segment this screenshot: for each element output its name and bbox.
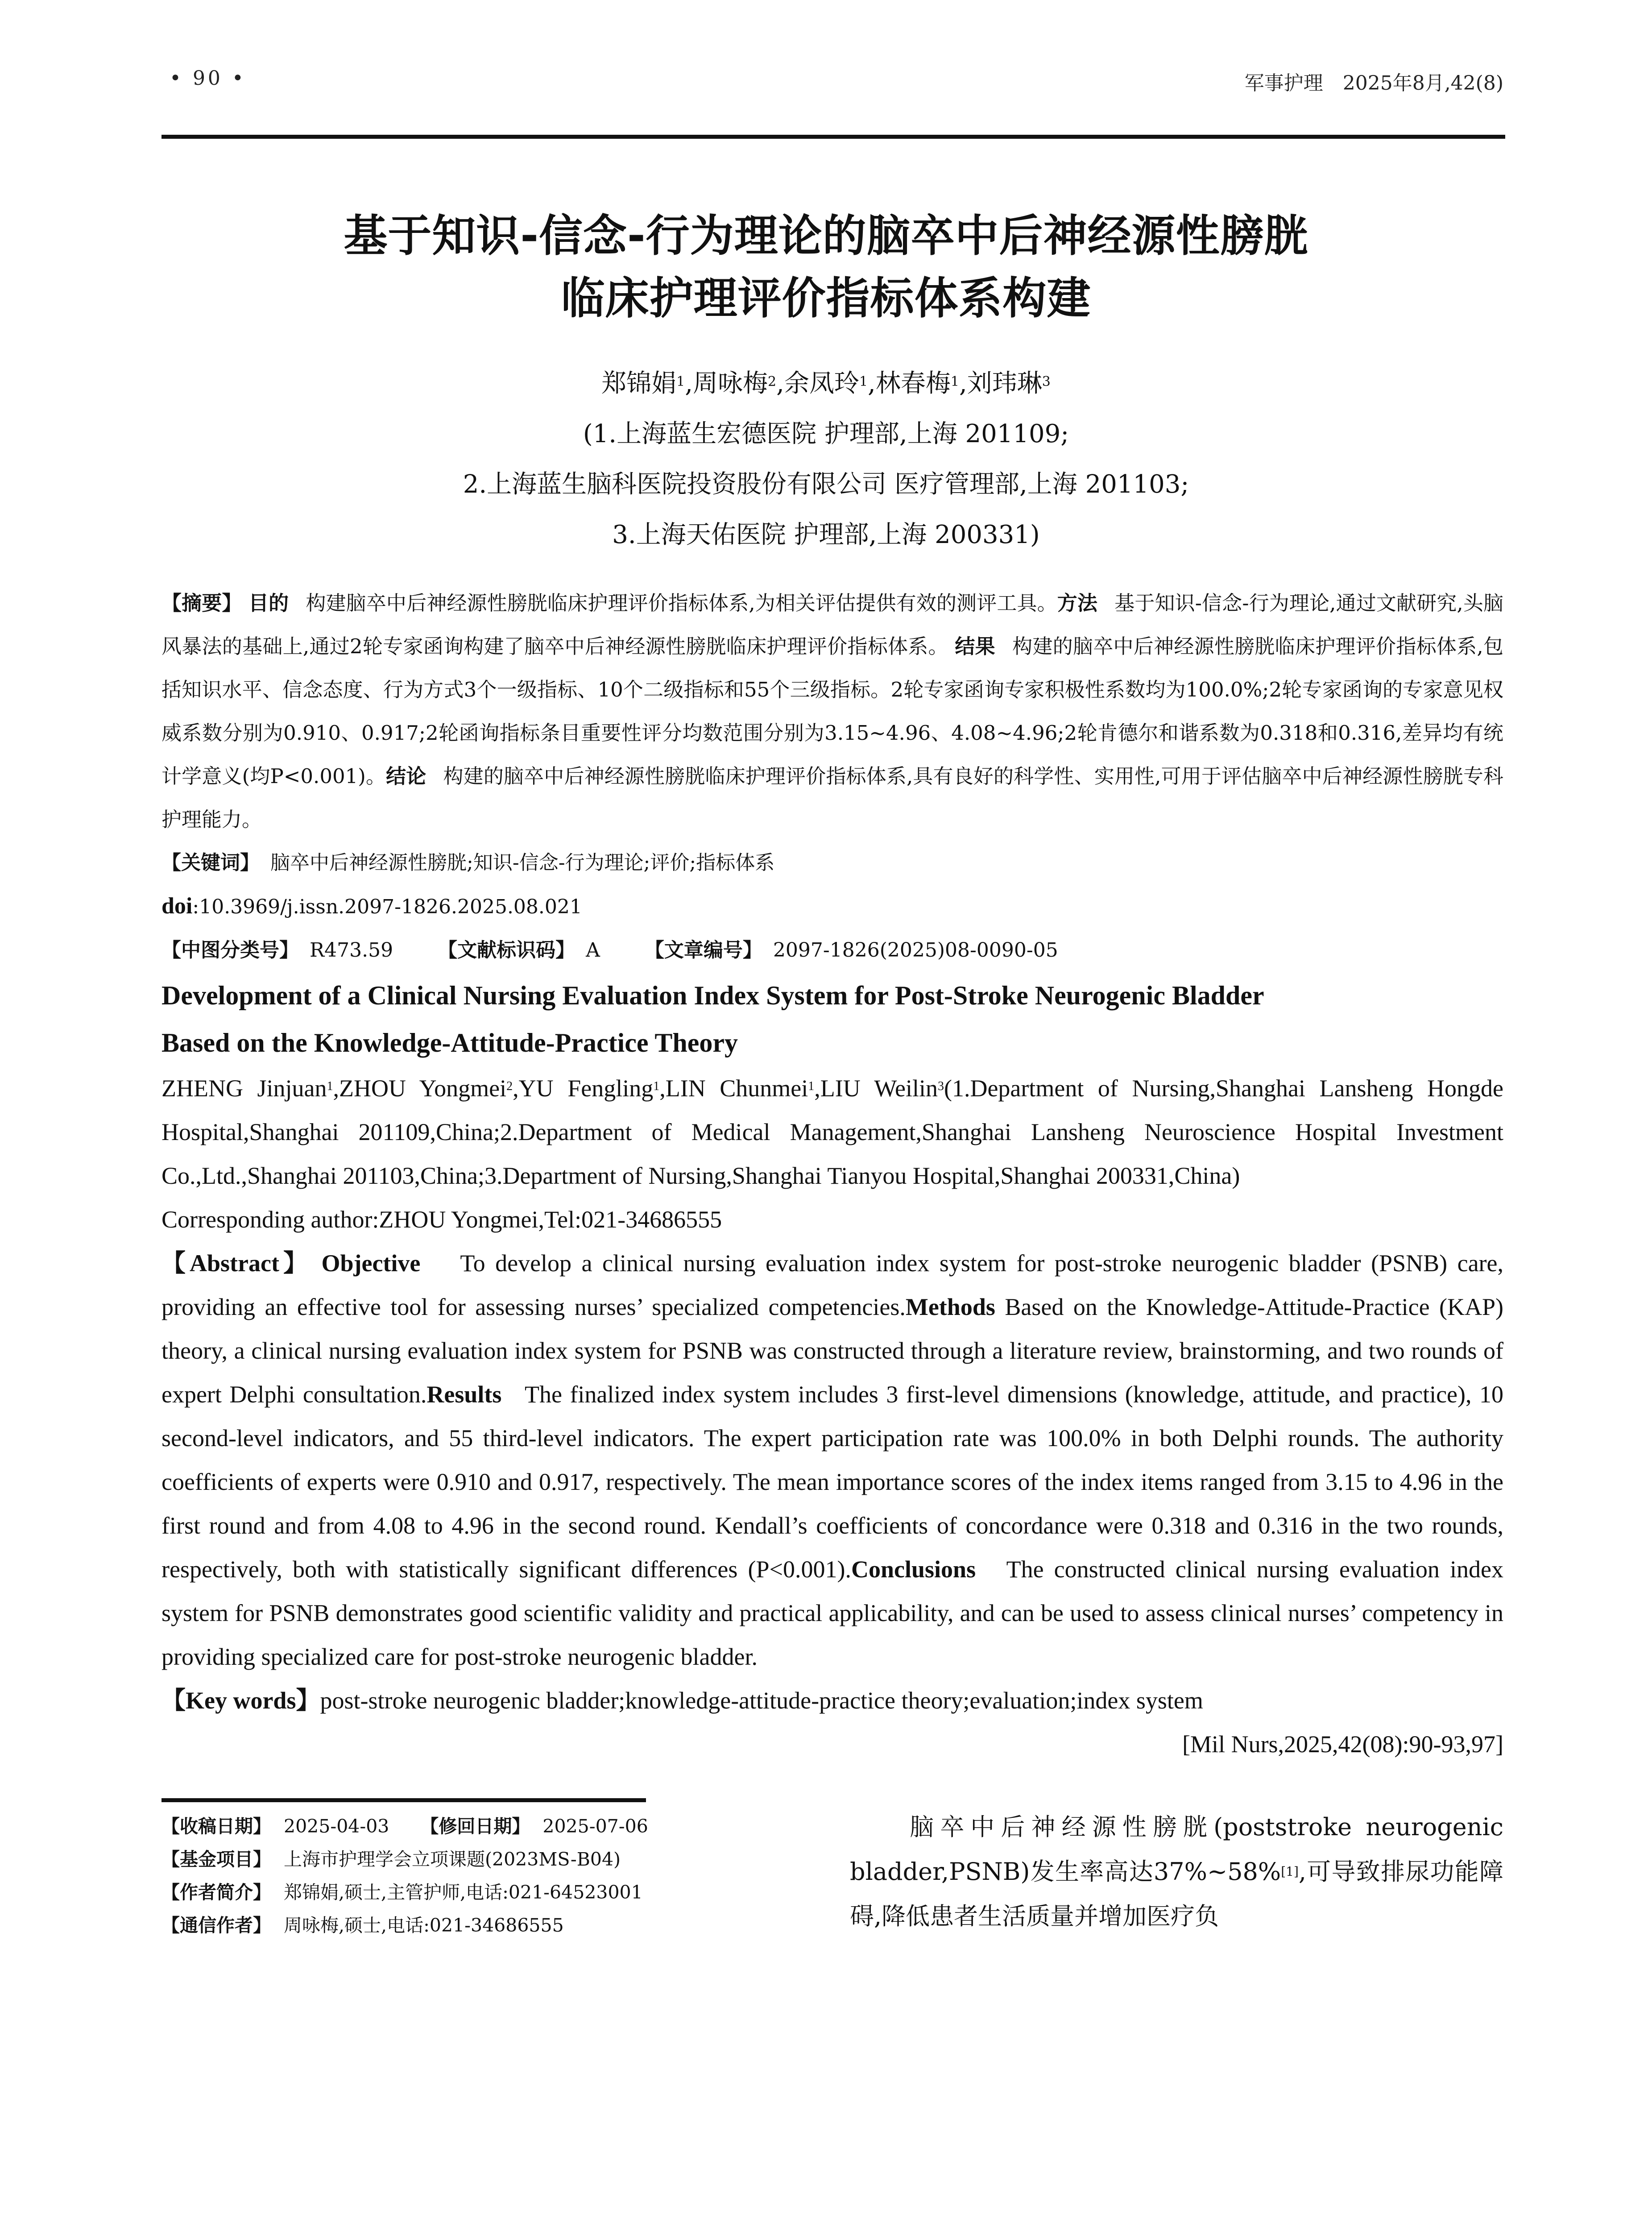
fund-label: 【基金项目】: [161, 1849, 271, 1870]
affiliation-3: 3.上海天佑医院 护理部,上海 200331): [612, 520, 1040, 549]
affiliation-2: 2.上海蓝生脑科医院投资股份有限公司 医疗管理部,上海 201103;: [463, 470, 1189, 499]
keywords-label: 【关键词】: [161, 851, 260, 874]
objective-en-text: To develop a clinical nursing evaluation index system for post-stroke neurogenic bladder (PSNB) care, providing an effective tool for assessing nurses’ specialized competencies.: [161, 1250, 1504, 1320]
citation: [Mil Nurs,2025,42(08):90-93,97]: [1182, 1731, 1503, 1758]
author-en: LIU Weilin$^3$: [820, 1075, 944, 1102]
results-text: 构建的脑卒中后神经源性膀胱临床护理评价指标体系,包括知识水平、信念态度、行为方式3个一级指标、10个二级指标和55个三级指标。2轮专家函询专家积极性系数均为100.0%;2轮专家函询的专家意见权威系数分别为0.910、0.917;2轮函询指标条目重要性评分均数范围分别为3.15~4.96、4.08~4.96;2轮肯德尔和谐系数为0.318和0.316,差异均有统计学意义(均P<0.001)。: [161, 634, 1503, 788]
conclusion-text: 构建的脑卒中后神经源性膀胱临床护理评价指标体系,具有良好的科学性、实用性,可用于评估脑卒中后神经源性膀胱专科护理能力。: [161, 764, 1503, 831]
revised-label: 【修回日期】: [420, 1816, 530, 1837]
clc-label: 【中图分类号】: [161, 939, 299, 962]
journal-running-header: 军事护理 2025年8月,42(8): [1244, 72, 1503, 95]
author: 郑锦娟$^1$: [601, 369, 685, 398]
english-title-line-2: Based on the Knowledge-Attitude-Practice Theory: [161, 1028, 738, 1057]
conclusion-label: 结论: [386, 764, 426, 788]
results-label: 结果: [955, 634, 995, 658]
doc-code-label: 【文献标识码】: [438, 939, 576, 962]
received-date: 2025-04-03: [284, 1816, 389, 1837]
author-bio-label: 【作者简介】: [161, 1882, 271, 1903]
corresponding-line: [161, 1909, 822, 1942]
abstract-en: [161, 1241, 1503, 1722]
intro-text: 脑卒中后神经源性膀胱(poststroke neurogenic bladder,PSNB)发生率高达37%~58%: [850, 1813, 1503, 1886]
keywords-en-label: 【Key words】: [161, 1687, 320, 1714]
author: 林春梅$^1$: [875, 369, 959, 398]
author-en: ZHOU Yongmei$^2$: [339, 1075, 513, 1102]
english-authors-affiliations: ZHENG Jinjuan$^1$,ZHOU Yongmei$^2$,YU Fengling$^1$,LIN Chunmei$^1$,LIU Weilin$^3$(1.Department of Nursing,Shanghai Lansheng Hongde Hospital,Shanghai 201109,China;2.Department of Medical Management,Shanghai Lansheng Neuroscience Hospital Investment Co.,Ltd.,Shanghai 201103,China;3.Department of Nursing,Shanghai Tianyou Hospital,Shanghai 200331,China) Corresponding author:ZHOU Yongmei,Tel:021-34686555: [161, 1066, 1503, 1241]
author: 周咏梅$^2$: [693, 369, 777, 398]
body-intro-paragraph: [850, 1802, 1503, 1957]
author: 刘玮琳$^3$: [967, 369, 1051, 398]
corresponding-label: 【通信作者】: [161, 1915, 271, 1936]
english-title: [161, 972, 1503, 1066]
doi-value[interactable]: :10.3969/j.issn.2097-1826.2025.08.021: [192, 896, 582, 918]
article-no-label: 【文章编号】: [644, 939, 762, 962]
methods-en-label: Methods: [905, 1294, 995, 1320]
objective-label: 目的: [248, 591, 289, 615]
author-en: YU Fengling$^1$: [518, 1075, 660, 1102]
author: 余凤玲$^1$: [784, 369, 868, 398]
results-en-label: Results: [426, 1381, 502, 1408]
author-en: ZHENG Jinjuan$^1$: [161, 1075, 333, 1102]
corresponding-author-en: Corresponding author:ZHOU Yongmei,Tel:021-34686555: [161, 1206, 722, 1233]
fund-value: 上海市护理学会立项课题(2023MS-B04): [284, 1849, 621, 1870]
running-header: [161, 67, 1503, 94]
keywords-en-value: post-stroke neurogenic bladder;knowledge-attitude-practice theory;evaluation;index system: [320, 1687, 1203, 1714]
corresponding-value: 周咏梅,硕士,电话:021-34686555: [284, 1915, 564, 1936]
footnotes: [161, 1810, 822, 1942]
received-line: [161, 1810, 822, 1843]
english-title-line-1: Development of a Clinical Nursing Evaluation Index System for Post-Stroke Neurogenic Bladder: [161, 981, 1264, 1010]
methods-en-text: Based on the Knowledge-Attitude-Practice (KAP) theory, a clinical nursing evaluation index system for PSNB was constructed through a literature review, brainstorming, and two rounds of expert Delphi consultation.: [161, 1294, 1504, 1408]
revised-date: 2025-07-06: [542, 1816, 648, 1837]
classification-line: [161, 929, 1503, 972]
author-bio-line: [161, 1876, 822, 1909]
article-no-value: 2097-1826(2025)08-0090-05: [773, 939, 1058, 962]
abstract-en-label: 【Abstract】: [161, 1250, 311, 1277]
doc-code-value: A: [586, 939, 600, 962]
keywords-en: [161, 1679, 1503, 1722]
footnote-rule: [161, 1798, 646, 1802]
keywords-cn: [161, 841, 1503, 884]
results-en-text: The finalized index system includes 3 first-level dimensions (knowledge, attitude, and practice), 10 second-level indicators, and 55 third-level indicators. The expert participation rate was 100.0% in both Delphi rounds. The authority coefficients of experts were 0.910 and 0.917, respectively. The mean importance scores of the index items ranged from 3.15 to 4.96 in the first round and from 4.08 to 4.96 in the second round. Kendall’s coefficients of concordance were 0.318 and 0.316 in the two rounds, respectively, both with statistically significant differences (P<0.001).: [161, 1381, 1504, 1583]
article-title: [0, 205, 1652, 330]
header-rule: [161, 135, 1505, 139]
author-bio-value: 郑锦娟,硕士,主管护师,电话:021-64523001: [284, 1882, 643, 1903]
objective-en-label: Objective: [321, 1250, 421, 1277]
objective-text: 构建脑卒中后神经源性膀胱临床护理评价指标体系,为相关评估提供有效的测评工具。: [306, 591, 1057, 615]
article-title-line-2: 临床护理评价指标体系构建: [561, 273, 1091, 324]
intro-text-cont: ,可导致排尿功能障碍,降低患者生活质量并增加医疗负: [850, 1858, 1503, 1930]
affiliation-1: (1.上海蓝生宏德医院 护理部,上海 201109;: [583, 419, 1069, 448]
fund-line: [161, 1843, 822, 1876]
doi: [161, 884, 1503, 929]
page-number: • 90 •: [170, 67, 246, 90]
reference-1[interactable]: [1]: [1281, 1864, 1299, 1879]
article-title-line-1: 基于知识-信念-行为理论的脑卒中后神经源性膀胱: [344, 211, 1308, 261]
affiliations-en: (1.Department of Nursing,Shanghai Lansheng Hongde Hospital,Shanghai 201109,China;2.Department of Medical Management,Shanghai Lansheng Neuroscience Hospital Investment Co.,Ltd.,Shanghai 201103,China;3.Department of Nursing,Shanghai Tianyou Hospital,Shanghai 200331,China): [161, 1075, 1503, 1189]
methods-label: 方法: [1057, 591, 1098, 615]
footnote-and-body-area: [161, 1798, 1503, 1957]
received-label: 【收稿日期】: [161, 1816, 271, 1837]
conclusions-en-text: The constructed clinical nursing evaluation index system for PSNB demonstrates good scientific validity and practical applicability, and can be used to assess clinical nurses’ competency in providing specialized care for post-stroke neurogenic bladder.: [161, 1556, 1503, 1670]
keywords-value: 脑卒中后神经源性膀胱;知识-信念-行为理论;评价;指标体系: [270, 851, 775, 874]
author-list: 郑锦娟$^1$,周咏梅$^2$,余凤玲$^1$,林春梅$^1$,刘玮琳$^3$: [601, 369, 1051, 398]
abstract-label: 【摘要】: [161, 591, 242, 615]
author-en: LIN Chunmei$^1$: [665, 1075, 815, 1102]
conclusions-en-label: Conclusions: [851, 1556, 976, 1583]
methods-text: 基于知识-信念-行为理论,通过文献研究,头脑风暴法的基础上,通过2轮专家函询构建了脑卒中后神经源性膀胱临床护理评价指标体系。: [161, 591, 1503, 658]
clc-value: R473.59: [310, 939, 393, 962]
abstract-cn: [161, 581, 1503, 841]
doi-label: doi: [161, 893, 193, 919]
